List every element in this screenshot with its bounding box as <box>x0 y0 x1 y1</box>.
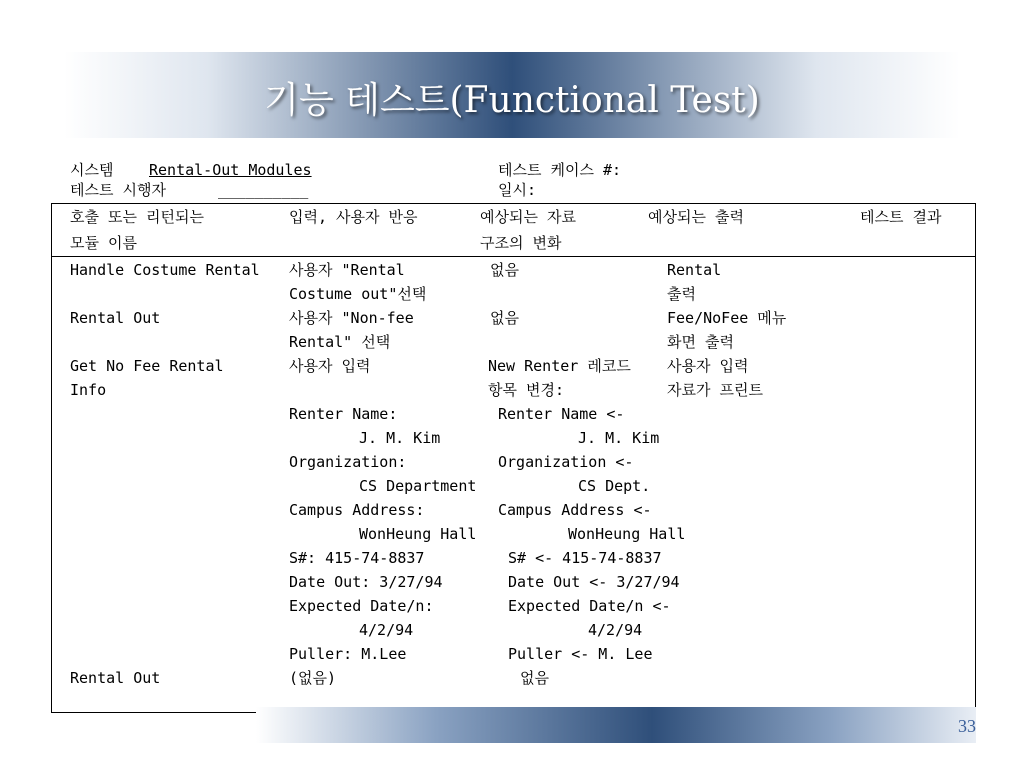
col-data-line2: 구조의 변화 <box>480 234 562 252</box>
row3-module-line1: Get No Fee Rental <box>70 357 224 375</box>
data-puller: Puller <- M. Lee <box>508 645 653 663</box>
input-campus-address-value: WonHeung Hall <box>359 525 477 543</box>
row2-data: 없음 <box>490 309 519 327</box>
input-renter-name-value: J. M. Kim <box>359 429 441 447</box>
data-renter-name-value: J. M. Kim <box>578 429 660 447</box>
data-renter-name: Renter Name <- <box>498 405 625 423</box>
system-value: Rental-Out Modules <box>149 161 312 179</box>
row3-input: 사용자 입력 <box>289 357 371 375</box>
tester-blank: __________ <box>218 181 309 199</box>
data-campus-address-value: WonHeung Hall <box>568 525 686 543</box>
row4-input: (없음) <box>289 669 337 687</box>
data-expected-date: Expected Date/n <- <box>508 597 671 615</box>
input-organization: Organization: <box>289 453 407 471</box>
data-organization-value: CS Dept. <box>578 477 651 495</box>
input-campus-address: Campus Address: <box>289 501 425 519</box>
row1-input-line1: 사용자 "Rental <box>289 261 405 279</box>
row1-input-line2: Costume out"선택 <box>289 285 427 303</box>
row2-output-line1: Fee/NoFee 메뉴 <box>667 309 787 327</box>
col-module-line2: 모듈 이름 <box>70 234 137 252</box>
row2-input-line1: 사용자 "Non-fee <box>289 309 414 327</box>
row3-output-line1: 사용자 입력 <box>667 357 749 375</box>
header-divider <box>51 256 976 257</box>
row3-data-line2: 항목 변경: <box>488 381 565 399</box>
row4-module: Rental Out <box>70 669 161 687</box>
row3-output-line2: 자료가 프린트 <box>667 381 763 399</box>
row2-input-line2: Rental" 선택 <box>289 333 391 351</box>
footer-band <box>256 707 976 743</box>
input-date-out: Date Out: 3/27/94 <box>289 573 443 591</box>
row1-output-line1: Rental <box>667 261 722 279</box>
row3-module-line2: Info <box>70 381 107 399</box>
data-organization: Organization <- <box>498 453 634 471</box>
input-organization-value: CS Department <box>359 477 477 495</box>
col-module-line1: 호출 또는 리턴되는 <box>70 208 204 226</box>
col-data-line1: 예상되는 자료 <box>480 208 576 226</box>
row1-output-line2: 출력 <box>667 285 696 303</box>
data-expected-date-value: 4/2/94 <box>588 621 643 639</box>
input-ssn: S#: 415-74-8837 <box>289 549 425 567</box>
input-expected-date-value: 4/2/94 <box>359 621 414 639</box>
input-expected-date: Expected Date/n: <box>289 597 434 615</box>
row4-data: 없음 <box>520 669 549 687</box>
system-label: 시스템 <box>70 161 114 179</box>
data-ssn: S# <- 415-74-8837 <box>508 549 662 567</box>
row1-module: Handle Costume Rental <box>70 261 260 279</box>
data-campus-address: Campus Address <- <box>498 501 652 519</box>
test-case-label: 테스트 케이스 #: <box>498 161 622 179</box>
col-result: 테스트 결과 <box>860 208 942 226</box>
row2-module: Rental Out <box>70 309 161 327</box>
data-date-out: Date Out <- 3/27/94 <box>508 573 680 591</box>
row3-data-line1: New Renter 레코드 <box>488 357 631 375</box>
col-input: 입력, 사용자 반응 <box>289 208 418 226</box>
input-puller: Puller: M.Lee <box>289 645 407 663</box>
input-renter-name: Renter Name: <box>289 405 398 423</box>
slide-title: 기능 테스트(Functional Test) <box>264 80 760 121</box>
col-output: 예상되는 출력 <box>648 208 744 226</box>
row1-data: 없음 <box>490 261 519 279</box>
page-number: 33 <box>958 716 976 736</box>
tester-label: 테스트 시행자 <box>70 181 166 199</box>
date-label: 일시: <box>498 181 537 199</box>
row2-output-line2: 화면 출력 <box>667 333 734 351</box>
